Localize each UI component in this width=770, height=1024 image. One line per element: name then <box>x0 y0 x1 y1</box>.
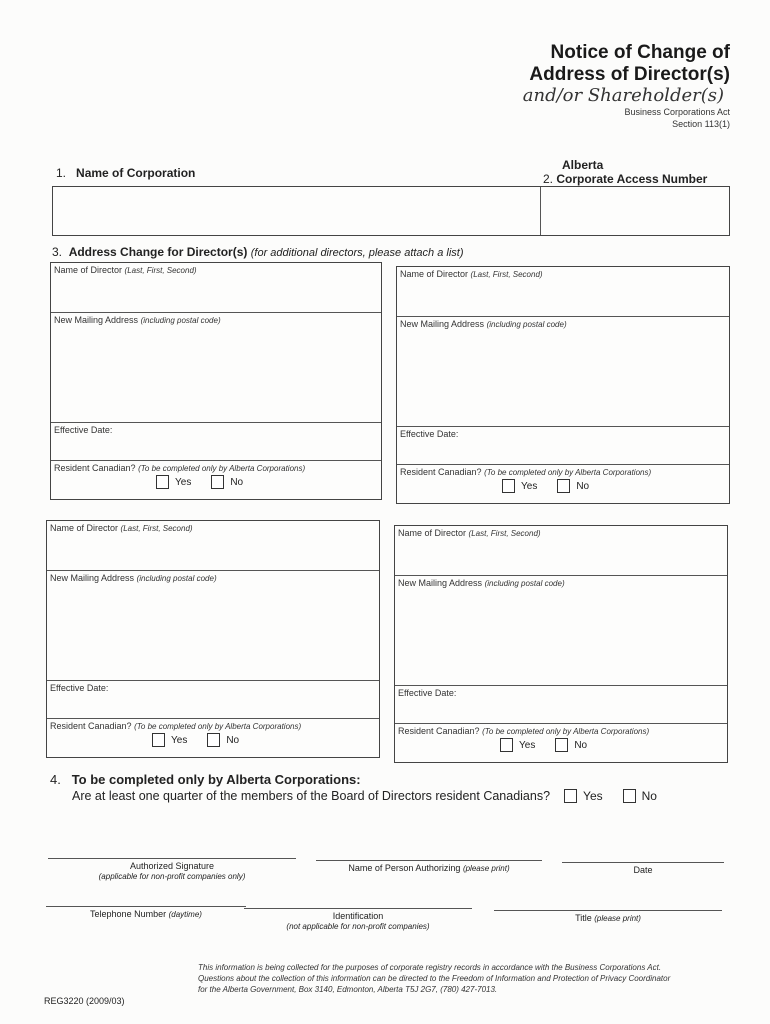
effective-date-label: Effective Date: <box>398 688 457 698</box>
section3-note: (for additional directors, please attach a list) <box>250 247 464 259</box>
privacy-line-3: for the Alberta Government, Box 3140, Edmonton, Alberta T5J 2G7, (780) 427-7013. <box>198 985 498 994</box>
section2-number: 2. <box>543 172 554 186</box>
mailing-label: New Mailing Address <box>50 573 135 583</box>
director-name-hint: (Last, First, Second) <box>120 524 193 533</box>
resident-field <box>47 719 379 757</box>
resident-field <box>395 724 727 762</box>
resident-no-checkbox[interactable] <box>211 475 224 489</box>
effective-date-field[interactable] <box>397 427 729 465</box>
form-title-line1: Notice of Change of <box>550 42 730 63</box>
effective-date-label: Effective Date: <box>400 429 459 439</box>
board-yes-checkbox[interactable] <box>564 789 577 803</box>
director-name-hint: (Last, First, Second) <box>468 529 541 538</box>
effective-date-field[interactable] <box>47 681 379 719</box>
corporate-access-number-field[interactable] <box>541 187 729 235</box>
director-box-4 <box>394 525 728 763</box>
section4-number: 4. <box>50 772 61 787</box>
resident-label: Resident Canadian? <box>400 467 482 477</box>
section4-title: To be completed only by Alberta Corporations: <box>71 772 361 787</box>
director-mailing-field[interactable] <box>47 571 379 681</box>
person-authorizing-label: Name of Person Authorizing <box>348 863 461 873</box>
resident-no-checkbox[interactable] <box>557 479 570 493</box>
title-block <box>523 42 730 130</box>
title-label: Title <box>575 913 592 923</box>
date-label: Date <box>633 865 653 875</box>
section1-title: Name of Corporation <box>76 166 196 180</box>
resident-label: Resident Canadian? <box>54 463 136 473</box>
resident-yes-checkbox[interactable] <box>500 738 513 752</box>
director-name-label: Name of Director <box>398 528 467 538</box>
resident-yes[interactable]: Yes <box>156 475 191 489</box>
section2-label <box>543 172 707 186</box>
resident-yes-checkbox[interactable] <box>152 733 165 747</box>
identification-note: (not applicable for non-profit companies) <box>286 922 430 931</box>
effective-date-label: Effective Date: <box>54 425 113 435</box>
resident-no[interactable]: No <box>555 738 587 752</box>
title-field[interactable] <box>494 910 722 923</box>
resident-label: Resident Canadian? <box>50 721 132 731</box>
resident-no-checkbox[interactable] <box>207 733 220 747</box>
resident-no[interactable]: No <box>207 733 239 747</box>
authorized-signature-label: Authorized Signature <box>129 861 215 871</box>
section3-heading <box>52 245 464 259</box>
director-name-hint: (Last, First, Second) <box>124 266 197 275</box>
director-name-field[interactable] <box>51 263 381 313</box>
section4 <box>50 772 657 803</box>
effective-date-field[interactable] <box>51 423 381 461</box>
effective-date-label: Effective Date: <box>50 683 109 693</box>
director-name-label: Name of Director <box>54 265 123 275</box>
mailing-hint: (including postal code) <box>136 574 217 583</box>
authorized-signature-note: (applicable for non-profit companies only) <box>98 872 246 881</box>
section4-question: Are at least one quarter of the members of the Board of Directors resident Canadians? <box>72 789 551 803</box>
telephone-note: (daytime) <box>168 910 202 919</box>
province-label: Alberta <box>562 158 604 172</box>
resident-yes-checkbox[interactable] <box>156 475 169 489</box>
privacy-line-1: This information is being collected for the purposes of corporate registry records in accordance with the Business Corporations Act. <box>198 963 662 972</box>
director-box-2 <box>396 266 730 504</box>
authorized-signature-field[interactable] <box>48 858 296 881</box>
director-box-1 <box>50 262 382 500</box>
handwritten-annotation: and/or Shareholder(s) <box>522 85 724 106</box>
board-resident-yes[interactable]: Yes <box>564 789 603 803</box>
director-name-label: Name of Director <box>50 523 119 533</box>
section3-number: 3. <box>52 245 63 259</box>
person-authorizing-note: (please print) <box>462 864 510 873</box>
director-name-label: Name of Director <box>400 269 469 279</box>
section2-title: Corporate Access Number <box>556 172 708 186</box>
resident-yes[interactable]: Yes <box>502 479 537 493</box>
section1-number: 1. <box>56 166 67 180</box>
identification-field[interactable] <box>244 908 472 931</box>
director-mailing-field[interactable] <box>395 576 727 686</box>
act-section: Section 113(1) <box>672 119 730 129</box>
director-name-field[interactable] <box>395 526 727 576</box>
person-authorizing-field[interactable] <box>316 860 542 873</box>
resident-no-checkbox[interactable] <box>555 738 568 752</box>
corporation-name-field[interactable] <box>53 187 541 235</box>
resident-hint: (To be completed only by Alberta Corporations) <box>134 722 302 731</box>
privacy-notice <box>198 962 738 995</box>
board-resident-no[interactable]: No <box>623 789 657 803</box>
date-field[interactable] <box>562 862 724 875</box>
title-note: (please print) <box>594 914 641 923</box>
mailing-label: New Mailing Address <box>398 578 483 588</box>
corporation-info-box <box>52 186 730 236</box>
act-name: Business Corporations Act <box>624 107 730 117</box>
section1-label <box>56 166 195 180</box>
telephone-field[interactable] <box>46 906 246 919</box>
identification-label: Identification <box>332 911 384 921</box>
resident-yes[interactable]: Yes <box>152 733 187 747</box>
mailing-hint: (including postal code) <box>140 316 221 325</box>
director-mailing-field[interactable] <box>51 313 381 423</box>
resident-field <box>51 461 381 499</box>
resident-field <box>397 465 729 503</box>
resident-yes-checkbox[interactable] <box>502 479 515 493</box>
section3-title: Address Change for Director(s) <box>68 245 248 259</box>
director-name-hint: (Last, First, Second) <box>470 270 543 279</box>
form-title-line2: Address of Director(s) <box>529 64 730 85</box>
director-name-field[interactable] <box>47 521 379 571</box>
resident-no[interactable]: No <box>211 475 243 489</box>
resident-hint: (To be completed only by Alberta Corporations) <box>138 464 306 473</box>
director-name-field[interactable] <box>397 267 729 317</box>
mailing-label: New Mailing Address <box>54 315 139 325</box>
resident-yes[interactable]: Yes <box>500 738 535 752</box>
mailing-hint: (including postal code) <box>486 320 567 329</box>
form-code: REG3220 (2009/03) <box>44 996 125 1006</box>
mailing-label: New Mailing Address <box>400 319 485 329</box>
effective-date-field[interactable] <box>395 686 727 724</box>
telephone-label: Telephone Number <box>90 909 167 919</box>
director-mailing-field[interactable] <box>397 317 729 427</box>
privacy-line-2: Questions about the collection of this information can be directed to the Freedom of Information and Protection of Privacy Coordinator <box>198 974 671 983</box>
resident-no[interactable]: No <box>557 479 589 493</box>
mailing-hint: (including postal code) <box>484 579 565 588</box>
director-box-3 <box>46 520 380 758</box>
board-no-checkbox[interactable] <box>623 789 636 803</box>
resident-hint: (To be completed only by Alberta Corporations) <box>482 727 650 736</box>
resident-hint: (To be completed only by Alberta Corporations) <box>484 468 652 477</box>
resident-label: Resident Canadian? <box>398 726 480 736</box>
